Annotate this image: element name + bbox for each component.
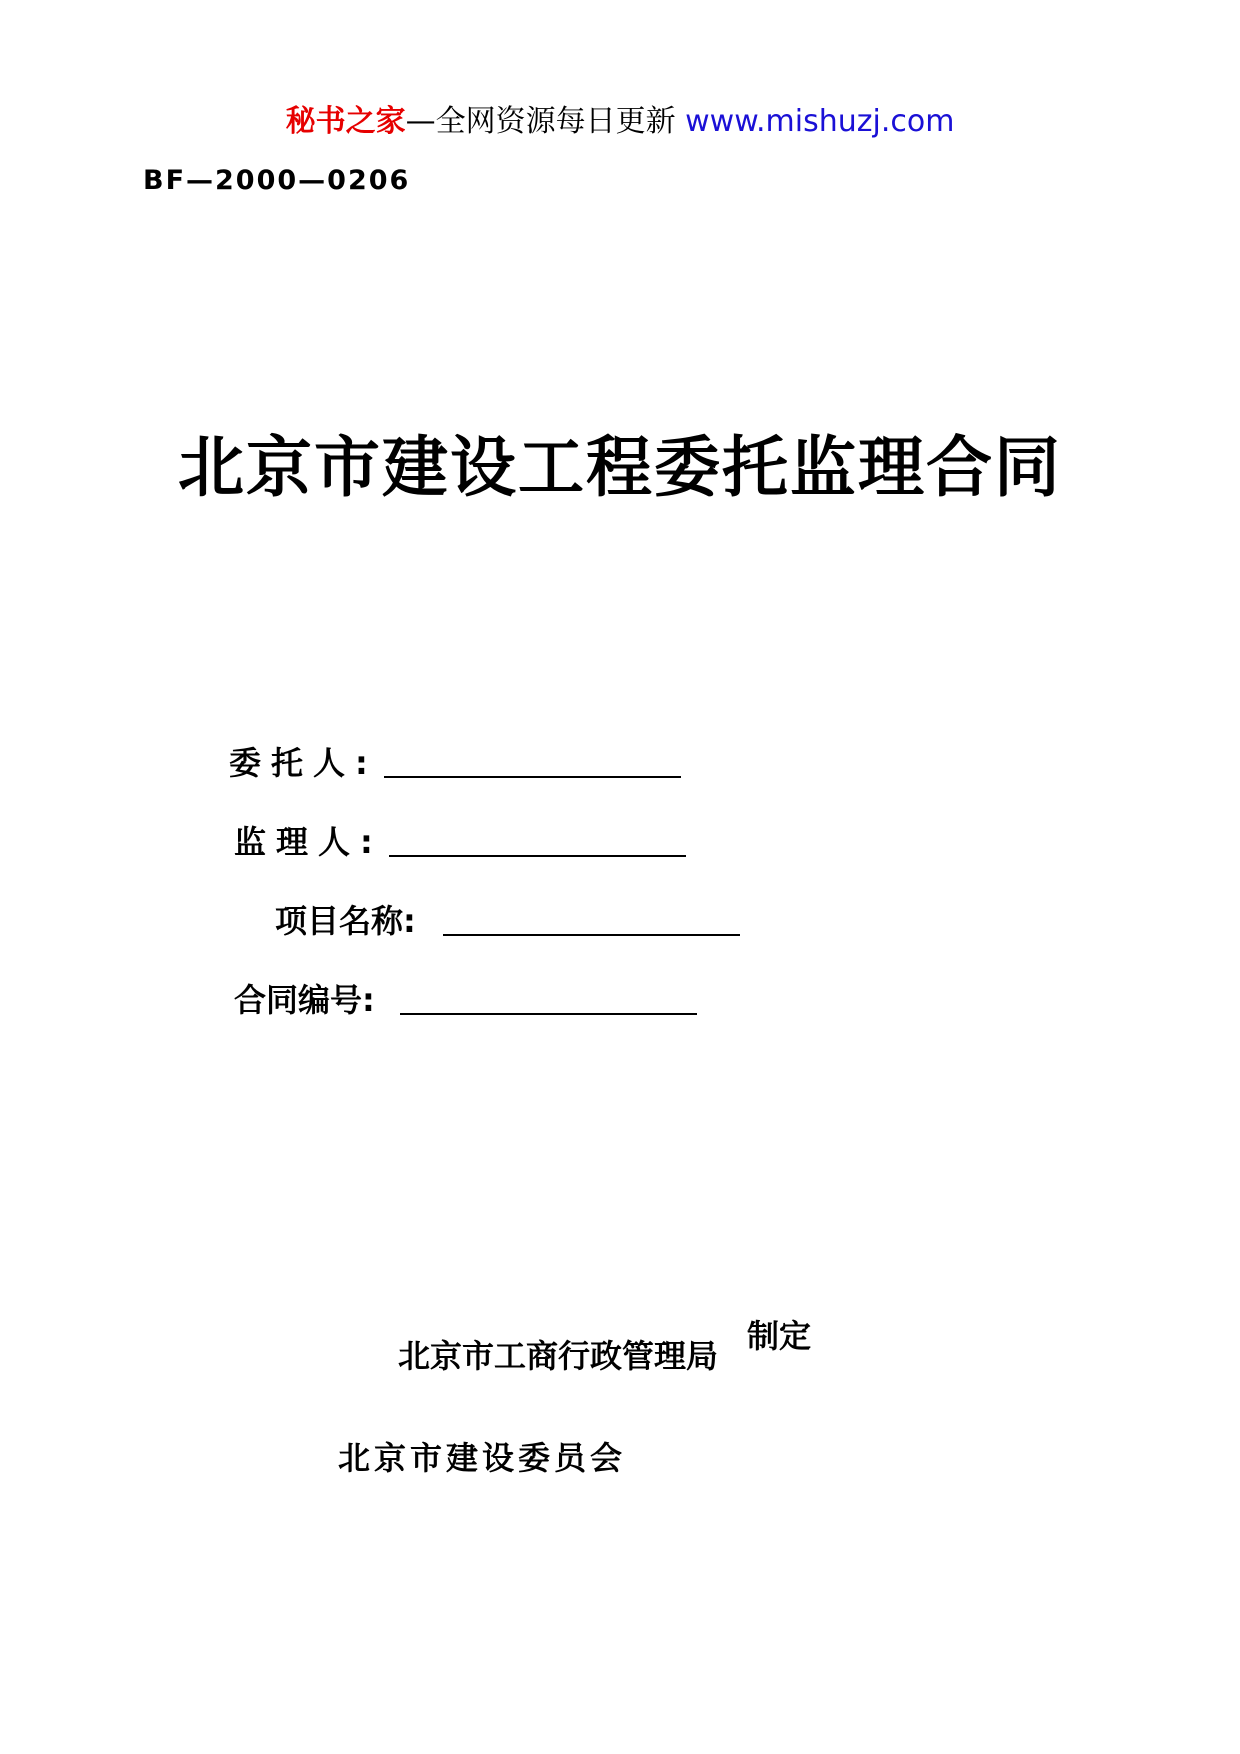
- document-code: BF—2000—0206: [143, 165, 411, 196]
- header-banner: [0, 102, 1240, 142]
- contract-number-label: 合同编号:: [234, 981, 375, 1019]
- site-url-link[interactable]: www.mishuzj.com: [685, 104, 955, 139]
- project-name-blank-line: [443, 934, 740, 936]
- document-title: 北京市建设工程委托监理合同: [178, 429, 1062, 506]
- brand-name: 秘书之家: [285, 104, 406, 139]
- tagline: —全网资源每日更新: [405, 104, 676, 139]
- supervisor-label: 监理人:: [234, 823, 383, 861]
- client-blank-line: [384, 776, 681, 778]
- issuer-suffix: 制定: [747, 1317, 812, 1355]
- client-label: 委托人:: [229, 744, 378, 782]
- issuer-construction-commission: 北京市建设委员会: [338, 1439, 627, 1477]
- project-name-label: 项目名称:: [275, 902, 416, 940]
- issuer-industry-commerce-bureau: 北京市工商行政管理局: [398, 1337, 719, 1375]
- supervisor-blank-line: [389, 855, 686, 857]
- contract-number-blank-line: [400, 1013, 697, 1015]
